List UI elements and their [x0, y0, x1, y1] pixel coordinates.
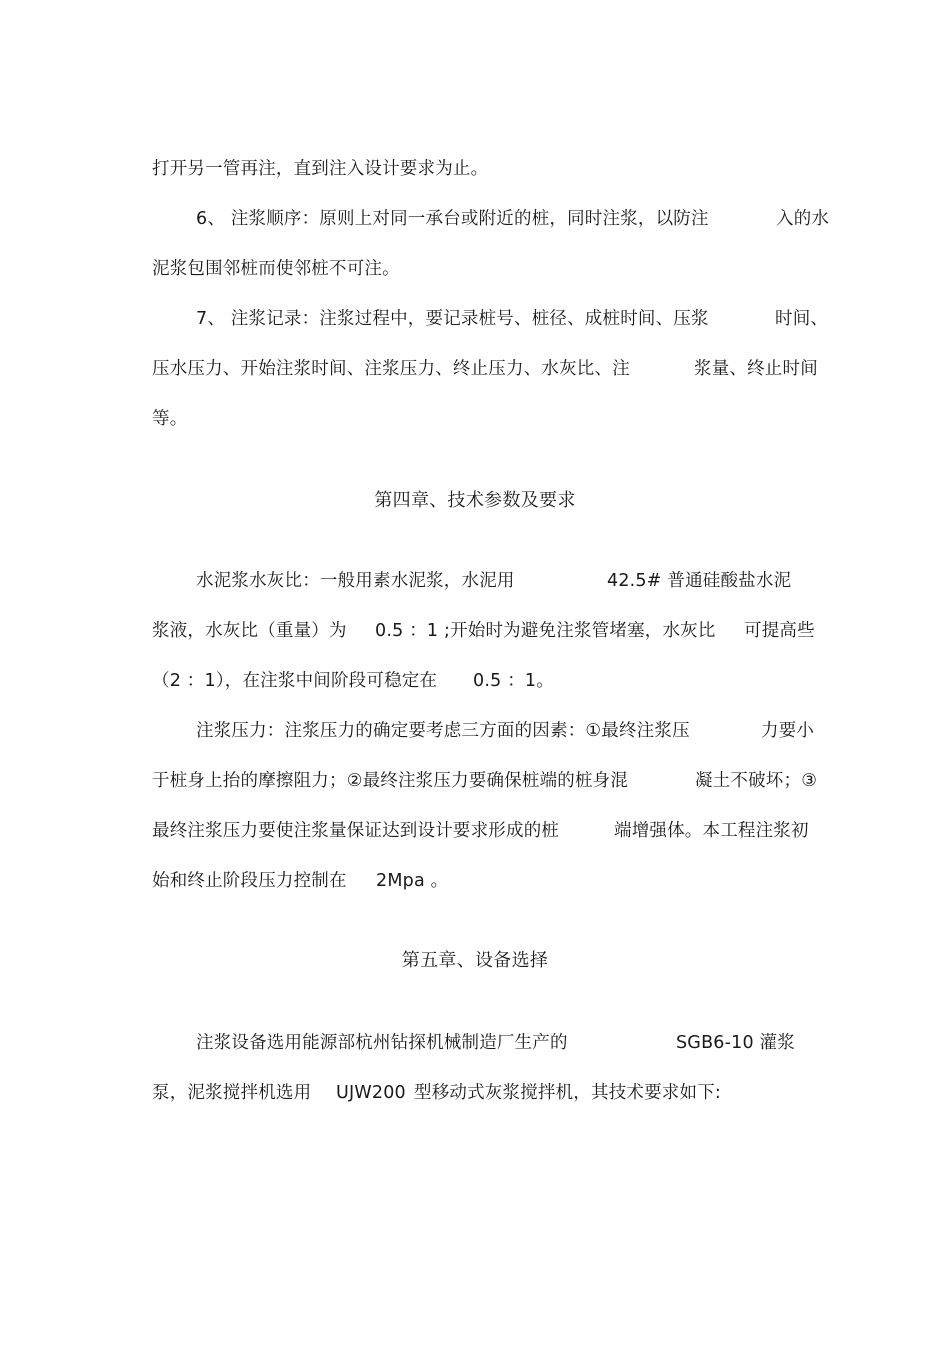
text-segment: 端增强体。本工程注浆初 [614, 821, 809, 841]
item-7-line-3 [152, 407, 187, 431]
text-segment: 浆液，水灰比（重量）为 [152, 621, 347, 641]
item-6-line-2 [152, 257, 400, 281]
text-segment: SGB6-10 灌浆 [676, 1033, 795, 1053]
text-segment: UJW200 [336, 1083, 406, 1103]
text-segment: 于桩身上抬的摩擦阻力；②最终注浆压力要确保桩端的桩身混 [152, 771, 629, 791]
text-segment: 0.5 ：1。 [473, 671, 554, 691]
text-segment: 2Mpa 。 [376, 871, 449, 891]
text-segment: 0.5 ：1 ;开始时为避免注浆管堵塞，水灰比 [375, 621, 716, 641]
paragraph-line [152, 157, 488, 181]
text-segment: 注浆设备选用能源部杭州钻探机械制造厂生产的 [196, 1033, 568, 1053]
text-segment: 6、 注浆顺序：原则上对同一承台或附近的桩，同时注浆，以防注 [196, 209, 709, 229]
text-segment: 浆量、终止时间 [694, 359, 818, 379]
chapter-5-title: 第五章、设备选择 [401, 950, 549, 971]
text-segment: 时间、 [775, 309, 829, 329]
text-line: 打开另一管再注，直到注入设计要求为止。 [152, 159, 489, 179]
text-segment: 可提高些 [744, 621, 815, 641]
text-segment: 型移动式灰浆搅拌机，其技术要求如下: [414, 1083, 721, 1103]
chapter-4-title: 第四章、技术参数及要求 [374, 490, 576, 511]
text-segment: 水泥浆水灰比：一般用素水泥浆，水泥用 [196, 571, 515, 591]
text-segment: 7、 注浆记录：注浆过程中，要记录桩号、桩径、成桩时间、压浆 [196, 309, 709, 329]
text-segment: 始和终止阶段压力控制在 [152, 871, 347, 891]
text-segment: 注浆压力：注浆压力的确定要考虑三方面的因素：①最终注浆压 [196, 721, 690, 741]
text-segment: 力要小 [761, 721, 815, 741]
text-segment: 泵，泥浆搅拌机选用 [152, 1083, 312, 1103]
text-segment: 42.5# 普通硅酸盐水泥 [607, 571, 792, 591]
text-segment: （2 ：1），在注浆中间阶段可稳定在 [152, 671, 438, 691]
text-segment: 压水压力、开始注浆时间、注浆压力、终止压力、水灰比、注 [152, 359, 630, 379]
text-line: 等。 [152, 409, 188, 429]
text-line: 泥浆包围邻桩而使邻桩不可注。 [152, 259, 400, 279]
text-segment: 入的水 [776, 209, 830, 229]
text-segment: 凝土不破坏；③ [695, 771, 818, 791]
text-segment: 最终注浆压力要使注浆量保证达到设计要求形成的桩 [152, 821, 560, 841]
